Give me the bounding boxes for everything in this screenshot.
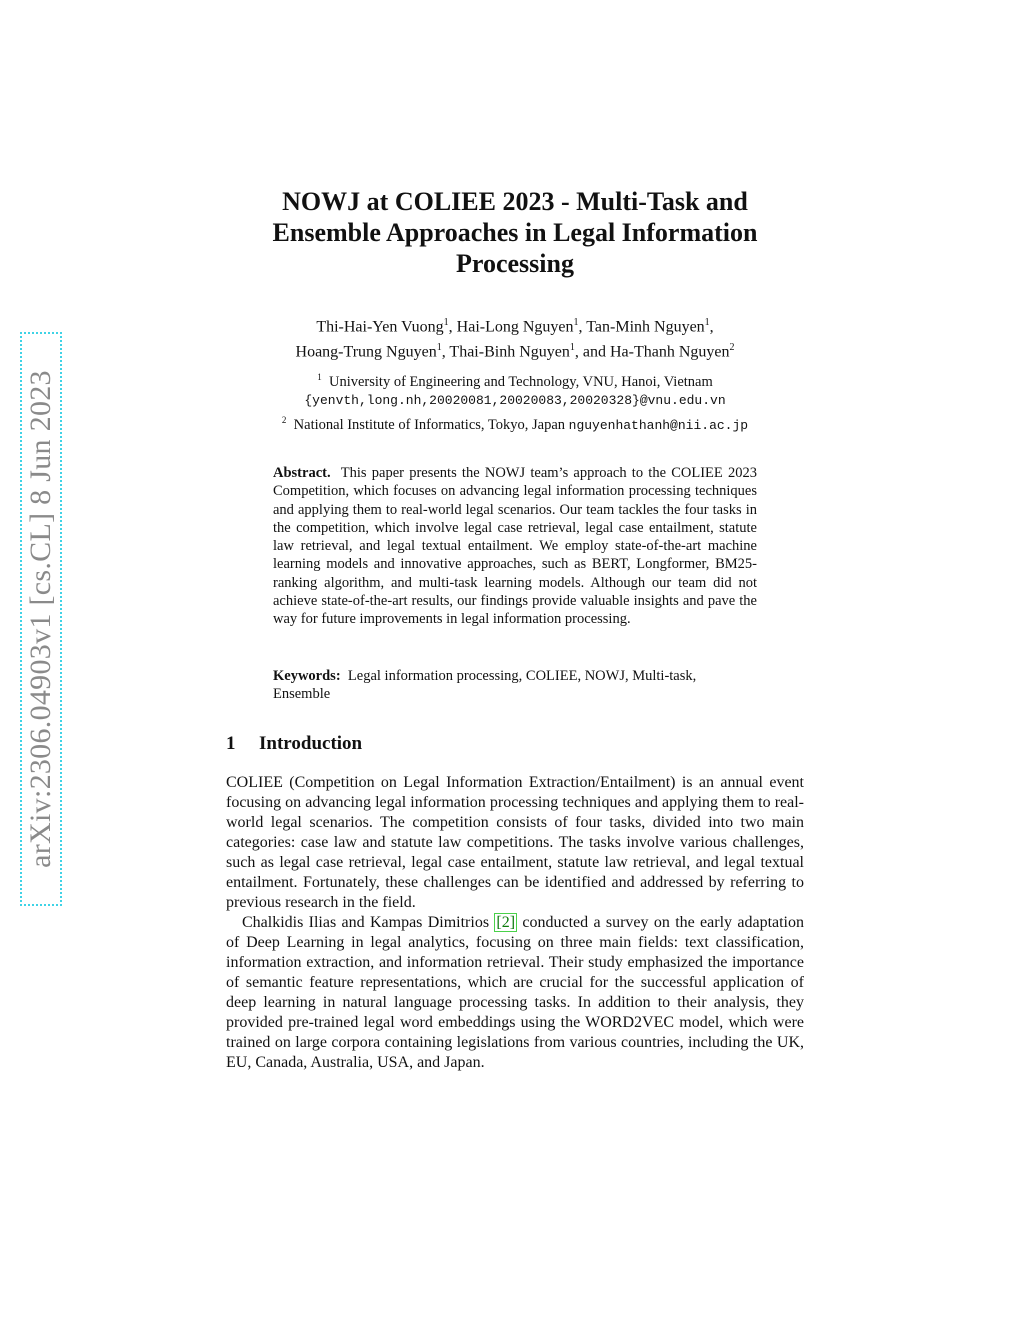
section-body (226, 773, 804, 1073)
author-name: Thi-Hai-Yen Vuong (316, 318, 444, 336)
arxiv-stamp[interactable] (20, 332, 62, 906)
affiliation-line (226, 411, 804, 435)
paragraph-text: Chalkidis Ilias and Kampas Dimitrios (242, 914, 495, 931)
keywords-label: Keywords: (273, 668, 341, 684)
paper-title: NOWJ at COLIEE 2023 - Multi-Task and Ensemble Approaches in Legal Information Processing (272, 187, 758, 278)
author-name: Thai-Binh Nguyen (449, 343, 570, 361)
keywords (273, 667, 757, 704)
author-name: Ha-Thanh Nguyen (609, 343, 730, 361)
abstract (273, 464, 757, 629)
author-name: Tan-Minh Nguyen (586, 318, 705, 336)
affiliation-mark: 2 (281, 414, 287, 425)
author-list (226, 312, 804, 363)
author-separator: , (441, 343, 450, 361)
author-separator: , (448, 318, 457, 336)
affiliation-text: University of Engineering and Technology, VNU, Hanoi, Vietnam (328, 373, 713, 390)
body-paragraph (226, 773, 804, 913)
body-paragraph (226, 913, 804, 1073)
arxiv-identifier: arXiv:2306.04903v1 [cs.CL] 8 Jun 2023 (24, 370, 57, 868)
author-affiliation-mark: 1 (704, 317, 710, 328)
author-name: Hai-Long Nguyen (456, 318, 574, 336)
author-line (226, 312, 804, 337)
section-heading (226, 733, 362, 755)
author-name: Hoang-Trung Nguyen (295, 343, 437, 361)
author-affiliation-mark: 2 (729, 342, 735, 354)
affiliation-email[interactable]: nguyenhathanh@nii.ac.jp (568, 417, 749, 433)
author-line (226, 337, 804, 362)
affiliation-line (226, 391, 804, 411)
abstract-text: This paper presents the NOWJ team’s approach to the COLIEE 2023 Competition, which focuses on advancing legal information processing techniques and applying them to real-world legal scenarios. Our team tackles the four tasks in the competition, which involve legal case retrieval, legal case entailment, statute law retrieval, and legal textual entailment. We employ state-of-the-art machine learning models and innovative approaches, such as BERT, Longformer, BM25-ranking algorithm, and multi-task learning models. Although our team did not achieve state-of-the-art results, our findings provide valuable insights and pave the way for future improvements in legal information processing. (273, 465, 757, 628)
citation-link[interactable]: [2] (496, 914, 516, 931)
section-number: 1 (226, 733, 236, 754)
author-affiliation-mark: 1 (569, 342, 575, 354)
section-title: Introduction (259, 733, 363, 754)
affiliation-email[interactable]: {yenvth,long.nh,20020081,20020083,20020328}@vnu.edu.vn (304, 393, 726, 409)
affiliation-line (226, 368, 804, 391)
author-separator: , (578, 318, 587, 336)
affiliation-text: National Institute of Informatics, Tokyo, Japan (293, 416, 566, 433)
author-affiliation-mark: 1 (436, 342, 442, 354)
keywords-text: Legal information processing, COLIEE, NOWJ, Multi-task, Ensemble (273, 668, 697, 703)
author-separator: , (709, 318, 714, 336)
abstract-label: Abstract. (273, 465, 331, 481)
paragraph-text: conducted a survey on the early adaptation of Deep Learning in legal analytics, focusing on three main fields: text classification, information extraction, and information retrieval. Their study emphasized the importance of semantic feature representations, which are crucial for the successful application of deep learning in natural language processing tasks. In addition to their analysis, they provided pre-trained legal word embeddings using the WORD2VEC model, which were trained on large corpora containing legislations from various countries, including the UK, EU, Canada, Australia, USA, and Japan. (226, 914, 805, 1071)
paragraph-text: COLIEE (Competition on Legal Information Extraction/Entailment) is an annual event focusing on advancing legal information processing techniques and applying them to real-world legal scenarios. The competition consists of four tasks, divided into two main categories: case law and statute law competitions. The tasks involve various challenges, such as legal case retrieval, legal case entailment, statute law retrieval, and legal textual entailment. Fortunately, these challenges can be identified and addressed by referring to previous research in the field. (226, 774, 804, 911)
affiliation-mark: 1 (317, 372, 322, 382)
author-affiliation-mark: 1 (573, 317, 579, 328)
author-affiliation-mark: 1 (443, 317, 449, 328)
affiliation-list (226, 368, 804, 435)
author-separator: , and (574, 343, 610, 361)
